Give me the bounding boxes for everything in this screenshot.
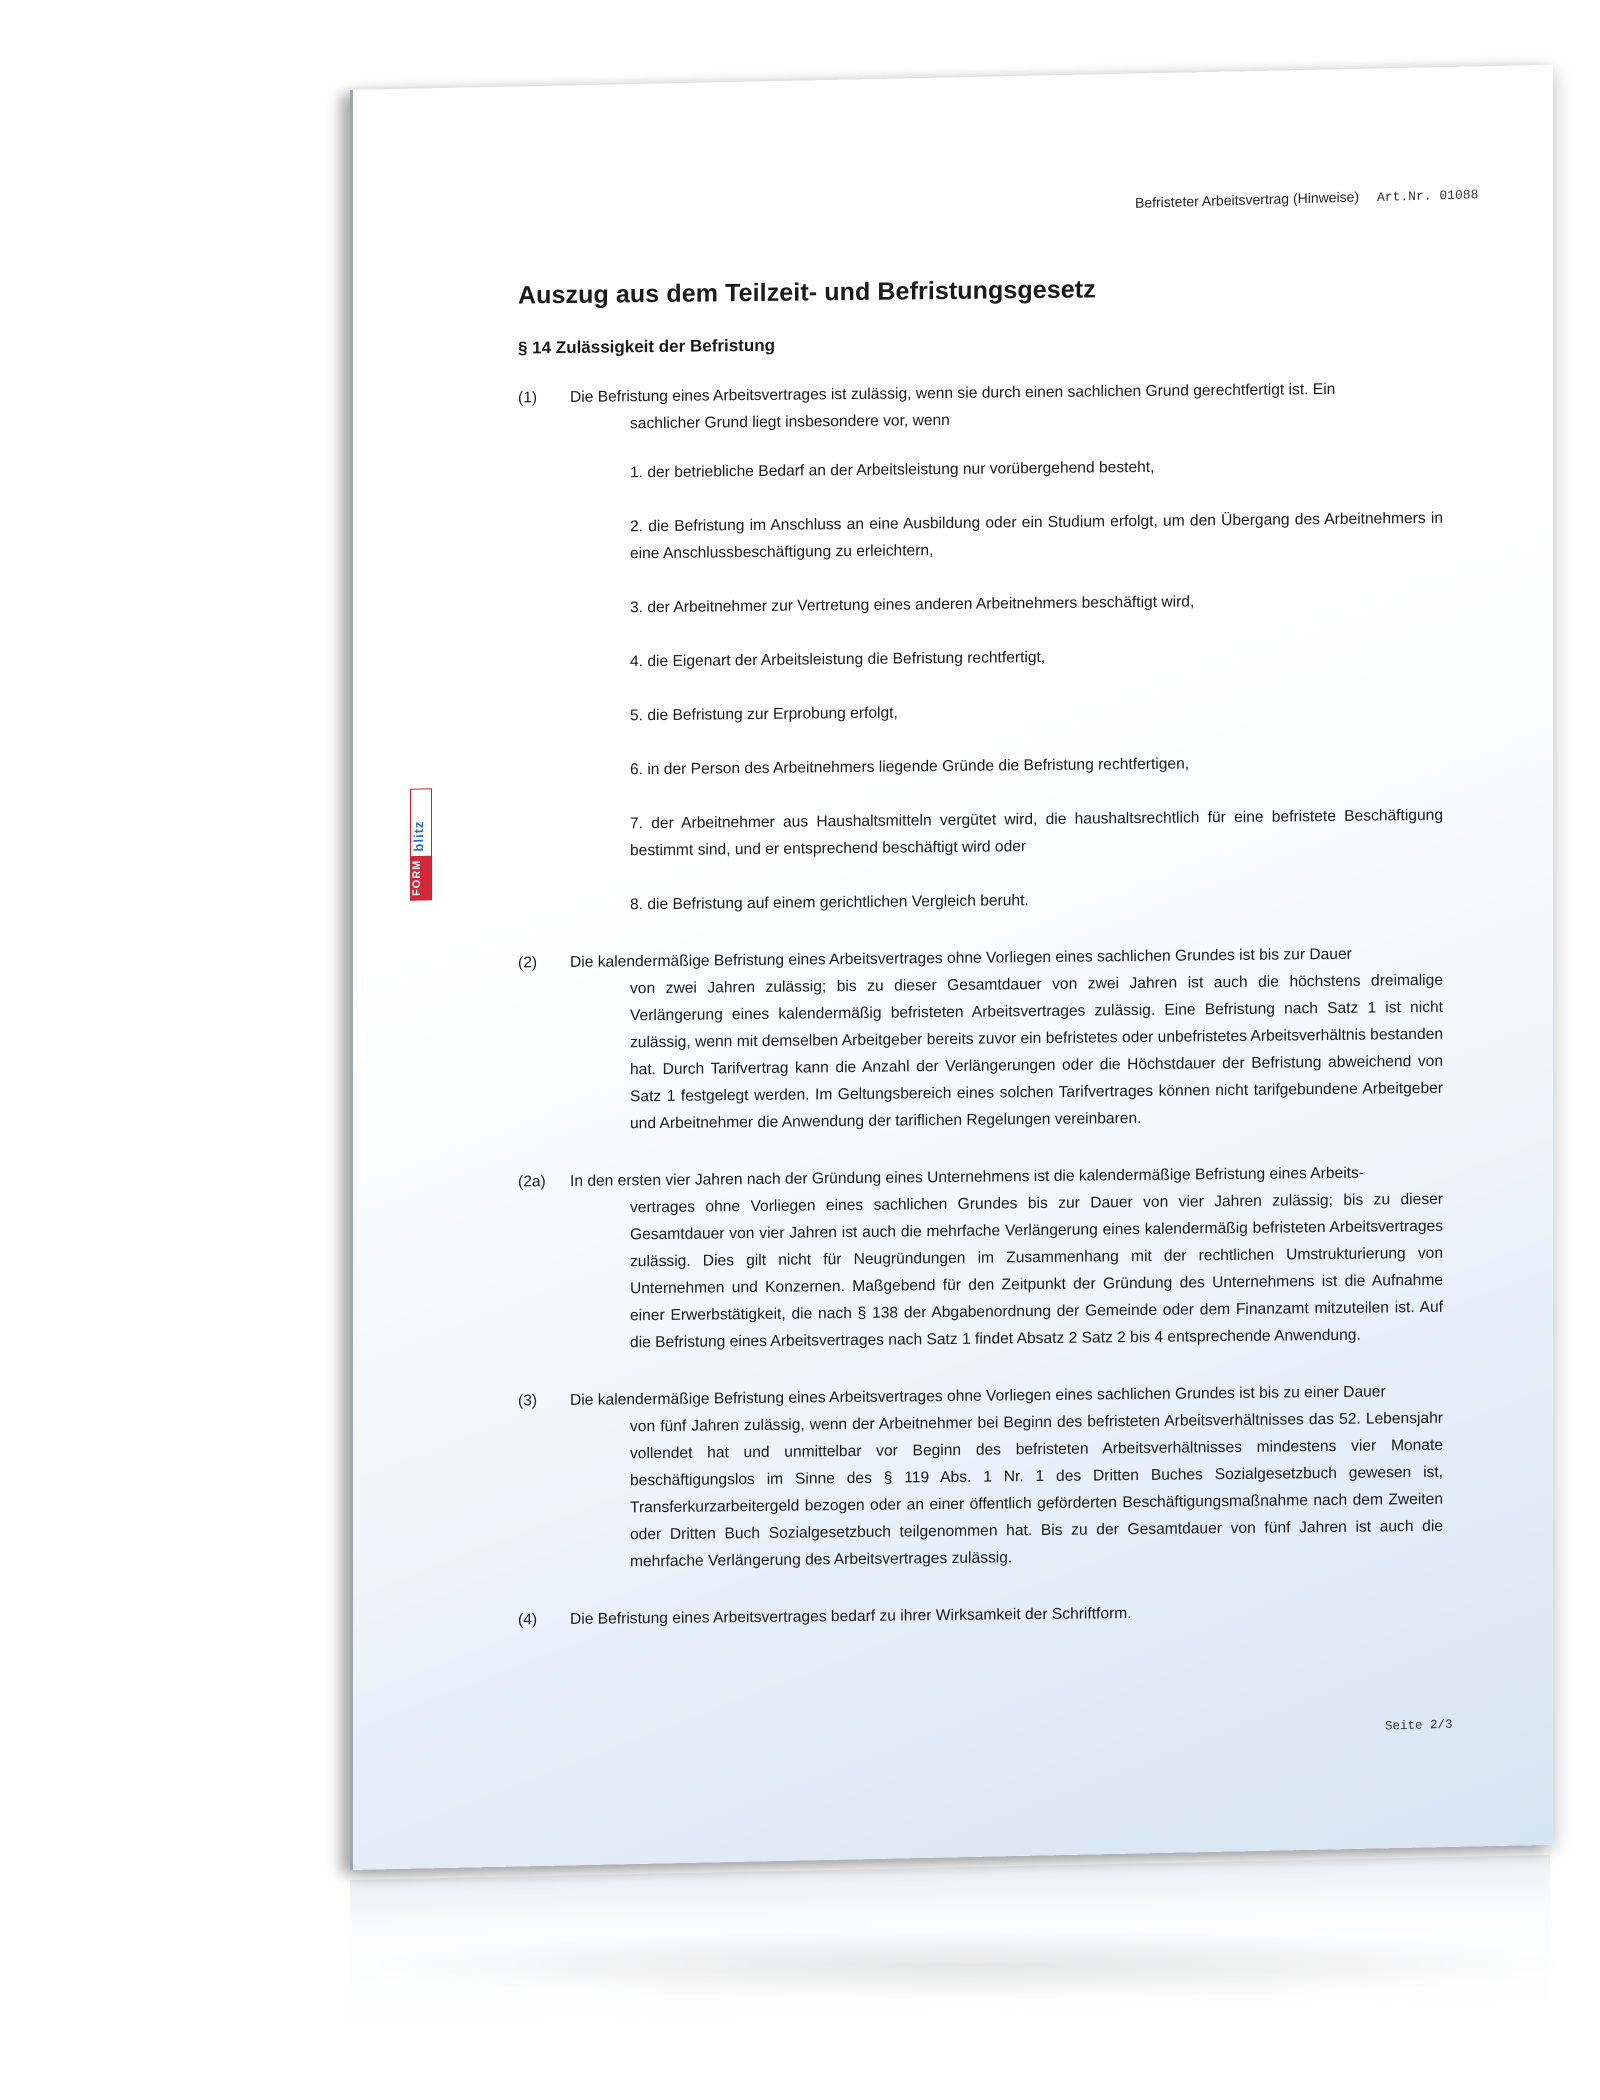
list-item: 3. der Arbeitnehmer zur Vertretung eines anderen Arbeitnehmers beschäftigt wird, (630, 593, 1195, 617)
paragraph-1 (518, 375, 1443, 920)
page-reflection (350, 1855, 1550, 2040)
paragraph-rest: vertrages ohne Vorliegen eines sachlichen Grundes bis zur Dauer von vier Jahren zulässig; bis zu dieser Gesamtdauer von vier Jahren ist auch die mehrfache Verlängerung eines kalendermäßig befristeten Arbeitsvertrages zulässig. Dies gilt nicht für Neugründungen im Zusammenhang mit der rechtlichen Umstrukturierung von Unternehmen und Konzernen. Maßgebend für den Zeitpunkt der Gründung des Unternehmens ist die Aufnahme einer Erwerbstätigkeit, die nach § 138 der Abgabenordnung der Gemeinde oder dem Finanzamt mitzuteilen ist. Auf die Befristung eines Arbeitsvertrages nach Satz 1 findet Absatz 2 Satz 2 bis 4 entsprechende Anwendung. (630, 1190, 1443, 1352)
header-art-nr: Art.Nr. 01088 (1376, 187, 1478, 206)
list-item: 5. die Befristung zur Erprobung erfolgt, (630, 704, 898, 725)
paragraph-body (570, 375, 1443, 919)
paragraph-number: (1) (518, 389, 538, 407)
document-page (350, 65, 1553, 1870)
list-item: 8. die Befristung auf einem gerichtlichen Vergleich beruht. (630, 892, 1029, 914)
document-content (518, 272, 1443, 1664)
paragraph-lead: In den ersten vier Jahren nach der Gründung eines Unternehmens ist die kalendermäßige Befristung eines Arbeits- (570, 1164, 1364, 1190)
list-item: 1. der betriebliche Bedarf an der Arbeitsleistung nur vorübergehend besteht, (630, 458, 1155, 482)
list-item: 7. der Arbeitnehmer aus Haushaltsmitteln vergütet wird, die haushaltsrechtlich für eine befristete Beschäftigung bestimmt sind, und er entsprechend beschäftigt wird oder (630, 806, 1443, 860)
logo-form-text: FORM (411, 855, 431, 900)
paragraph-number: (2) (518, 954, 538, 972)
page-header (1135, 185, 1478, 212)
list-item: 2. die Befristung im Anschluss an eine Ausbildung oder ein Studium erfolgt, um den Übergang des Arbeitnehmers in eine Anschlussbeschäftigung zu erleichtern, (630, 509, 1443, 563)
list-item: 4. die Eigenart der Arbeitsleistung die Befristung rechtfertigt, (630, 648, 1046, 671)
paragraph-lead: Die kalendermäßige Befristung eines Arbeitsvertrages ohne Vorliegen eines sachlichen Grundes ist bis zur Dauer (570, 945, 1352, 971)
paragraph-body (570, 1597, 1443, 1633)
logo-blitz-text: blitz (411, 820, 426, 852)
paragraph-2a (518, 1159, 1443, 1358)
paragraph-body (570, 1159, 1443, 1357)
paragraph-number: (4) (518, 1611, 538, 1629)
header-doc-title: Befristeter Arbeitsvertrag (Hinweise) (1134, 188, 1359, 211)
paragraph-lead: Die Befristung eines Arbeitsvertrages bedarf zu ihrer Wirksamkeit der Schriftform. (570, 1605, 1132, 1628)
section-title: § 14 Zulässigkeit der Befristung (518, 335, 775, 358)
paragraph-number: (2a) (518, 1173, 546, 1191)
paragraph-rest: sachlicher Grund liegt insbesondere vor, wenn (630, 411, 950, 433)
document-page-wrapper (350, 65, 1550, 1870)
paragraph-4 (518, 1597, 1443, 1634)
reason-list (630, 451, 1443, 919)
paragraph-lead: Die kalendermäßige Befristung eines Arbeitsvertrages ohne Vorliegen eines sachlichen Grundes ist bis zu einer Dauer (570, 1383, 1386, 1409)
formblitz-logo (410, 788, 432, 900)
page-number: Seite 2/3 (1385, 1717, 1453, 1734)
paragraph-rest: von zwei Jahren zulässig; bis zu dieser Gesamtdauer von zwei Jahren ist auch die höchstens dreimalige Verlängerung eines kalendermäßig befristeten Arbeitsvertrages zulässig. Eine Befristung nach Satz 1 ist nicht zulässig, wenn mit demselben Arbeitgeber bereits zuvor ein befristetes oder unbefristetes Arbeitsverhältnis bestanden hat. Durch Tarifvertrag kann die Anzahl der Verlängerungen oder die Höchstdauer der Befristung abweichend von Satz 1 festgelegt werden. Im Geltungsbereich eines solchen Tarifvertrages können nicht tarifgebundene Arbeitgeber und Arbeitnehmer die Anwendung der tariflichen Regelungen vereinbaren. (630, 971, 1443, 1133)
paragraph-body (570, 940, 1443, 1138)
paragraph-3 (518, 1378, 1443, 1577)
paragraph-lead: Die Befristung eines Arbeitsvertrages ist zulässig, wenn sie durch einen sachlichen Grund gerechtfertigt ist. Ein (570, 380, 1336, 406)
document-title: Auszug aus dem Teilzeit- und Befristungsgesetz (518, 275, 1096, 310)
paragraph-number: (3) (518, 1392, 538, 1410)
paragraph-body (570, 1378, 1443, 1576)
paragraph-rest: von fünf Jahren zulässig, wenn der Arbeitnehmer bei Beginn des befristeten Arbeitsverhältnisses das 52. Lebensjahr vollendet hat und unmittelbar vor Beginn des befristeten Arbeitsverhältnisses mindestens vier Monate beschäftigungslos im Sinne des § 119 Abs. 1 Nr. 1 des Dritten Buches Sozialgesetzbuch gewesen ist, Transferkurzarbeitergeld bezogen oder an einer öffentlich geförderten Beschäftigungsmaßnahme nach dem Zweiten oder Dritten Buch Sozialgesetzbuch teilgenommen hat. Bis zu der Gesamtdauer von fünf Jahren ist auch die mehrfache Verlängerung des Arbeitsvertrages zulässig. (630, 1409, 1443, 1571)
list-item: 6. in der Person des Arbeitnehmers liegende Gründe die Befristung rechtfertigen, (630, 755, 1190, 779)
paragraph-2 (518, 940, 1443, 1139)
